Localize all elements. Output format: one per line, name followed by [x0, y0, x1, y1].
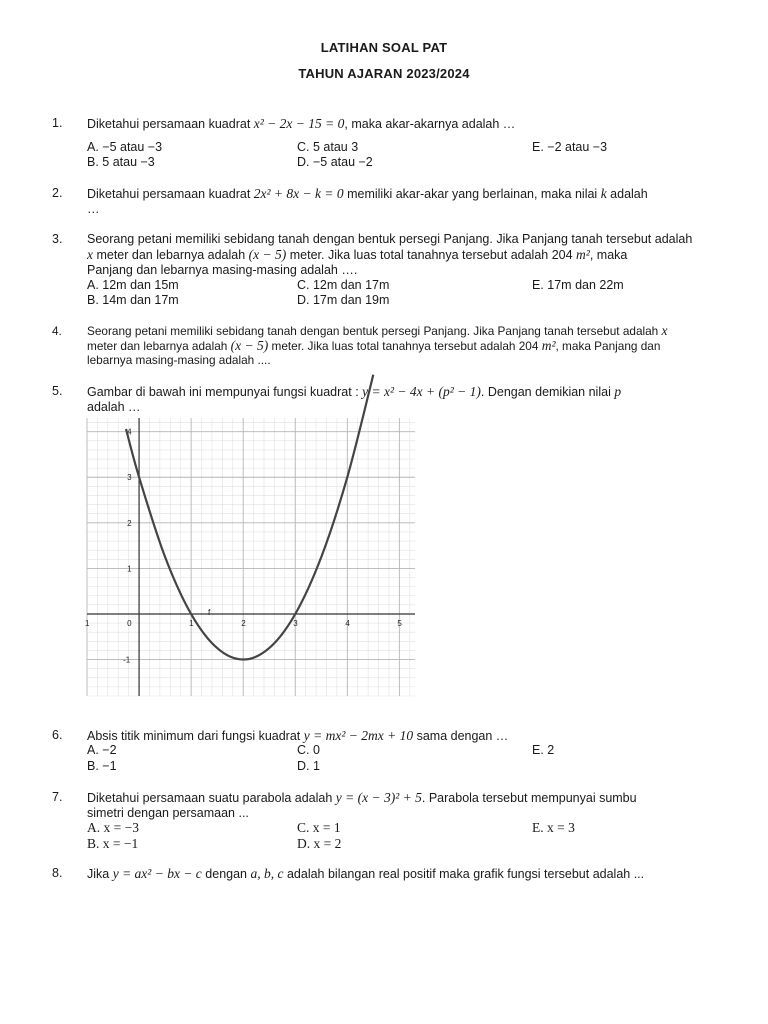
series-line-f: [126, 375, 373, 660]
curve-label: f: [208, 608, 211, 617]
x-tick-label: 0: [127, 618, 132, 628]
equation: 2x² + 8x − k = 0: [253, 186, 344, 201]
question-7: [52, 790, 720, 854]
y-tick-label: -1: [123, 655, 131, 665]
equation: y = (x − 3)² + 5: [335, 790, 422, 805]
option-a: A. 12m dan 15m: [87, 278, 179, 292]
option-c: C. 0: [297, 743, 320, 757]
question-3: [52, 232, 720, 310]
question-text: Diketahui persamaan suatu parabola adalah y = (x − 3)² + 5. Parabola tersebut mempunyai sumbu simetri dengan persamaan ...: [87, 790, 637, 820]
question-number: 8.: [52, 866, 63, 880]
option-a: A. −5 atau −3: [87, 140, 163, 154]
question-text: Seorang petani memiliki sebidang tanah dengan bentuk persegi Panjang. Jika Panjang tanah tersebut adalah x meter dan lebarnya adalah (x − 5) meter. Jika luas total tanahnya tersebut adalah 204 m², maka Panjang dan lebarnya masing-masing adalah ….: [87, 232, 693, 277]
question-4: [52, 324, 720, 370]
question-number: 3.: [52, 232, 63, 246]
question-8: [52, 866, 720, 886]
question-2: [52, 186, 720, 220]
x-tick-label: 4: [345, 618, 350, 628]
y-tick-label: 1: [127, 564, 132, 574]
question-number: 4.: [52, 324, 62, 338]
page-subtitle: TAHUN AJARAN 2023/2024: [298, 66, 470, 81]
x-tick-label: 3: [293, 618, 298, 628]
option-a: A. x = −3: [87, 820, 139, 835]
option-c: C. 5 atau 3: [297, 140, 359, 154]
parabola-graph: [87, 418, 415, 696]
question-number: 1.: [52, 116, 63, 130]
option-a: A. −2: [87, 743, 117, 757]
page-title: LATIHAN SOAL PAT: [320, 40, 448, 55]
x-tick-label: 1: [85, 618, 90, 628]
question-number: 6.: [52, 728, 63, 742]
question-text: Absis titik minimum dari fungsi kuadrat y = mx² − 2mx + 10 sama dengan …: [87, 728, 509, 743]
option-b: B. −1: [87, 759, 117, 773]
question-text: Diketahui persamaan kuadrat 2x² + 8x − k = 0 memiliki akar-akar yang berlainan, maka nilai k adalah …: [87, 186, 648, 216]
question-1: [52, 116, 720, 172]
option-b: B. 5 atau −3: [87, 155, 155, 169]
x-tick-label: 2: [241, 618, 246, 628]
option-b: B. x = −1: [87, 836, 139, 851]
option-d: D. 17m dan 19m: [297, 293, 390, 307]
y-tick-label: 2: [127, 518, 132, 528]
x-tick-label: 1: [189, 618, 194, 628]
option-d: D. x = 2: [297, 836, 342, 851]
question-text: Jika y = ax² − bx − c dengan a, b, c adalah bilangan real positif maka grafik fungsi tersebut adalah ...: [87, 866, 645, 881]
option-d: D. 1: [297, 759, 320, 773]
option-c: C. x = 1: [297, 820, 341, 835]
x-tick-label: 5: [397, 618, 402, 628]
equation: y = mx² − 2mx + 10: [303, 728, 414, 743]
question-number: 2.: [52, 186, 63, 200]
question-text: Gambar di bawah ini mempunyai fungsi kuadrat : y = x² − 4x + (p² − 1). Dengan demikian nilai p adalah …: [87, 384, 622, 414]
equation: y = ax² − bx − c: [112, 866, 202, 881]
option-e: E. 17m dan 22m: [532, 278, 624, 292]
equation: y = x² − 4x + (p² − 1): [362, 384, 481, 399]
option-b: B. 14m dan 17m: [87, 293, 179, 307]
option-e: E. −2 atau −3: [532, 140, 608, 154]
question-text: Seorang petani memiliki sebidang tanah dengan bentuk persegi Panjang. Jika Panjang tanah tersebut adalah x meter dan lebarnya adalah (x − 5) meter. Jika luas total tanahnya tersebut adalah 204 m², maka Panjang dan lebarnya masing-masing adalah ....: [87, 323, 668, 367]
equation: x² − 2x − 15 = 0: [253, 116, 345, 131]
option-d: D. −5 atau −2: [297, 155, 373, 169]
grid-minor: [87, 418, 415, 696]
option-e: E. 2: [532, 743, 555, 757]
grid-major: [87, 418, 415, 696]
question-number: 7.: [52, 790, 63, 804]
y-tick-labels: [123, 428, 132, 665]
y-tick-label: 3: [127, 473, 132, 483]
question-5: [52, 384, 720, 418]
option-e: E. x = 3: [532, 820, 575, 835]
question-text: Diketahui persamaan kuadrat x² − 2x − 15 = 0, maka akar-akarnya adalah …: [87, 116, 516, 131]
y-tick-label: 4: [127, 427, 132, 437]
question-number: 5.: [52, 384, 63, 398]
option-c: C. 12m dan 17m: [297, 278, 390, 292]
x-tick-labels: [85, 619, 402, 628]
question-6: [52, 728, 720, 776]
